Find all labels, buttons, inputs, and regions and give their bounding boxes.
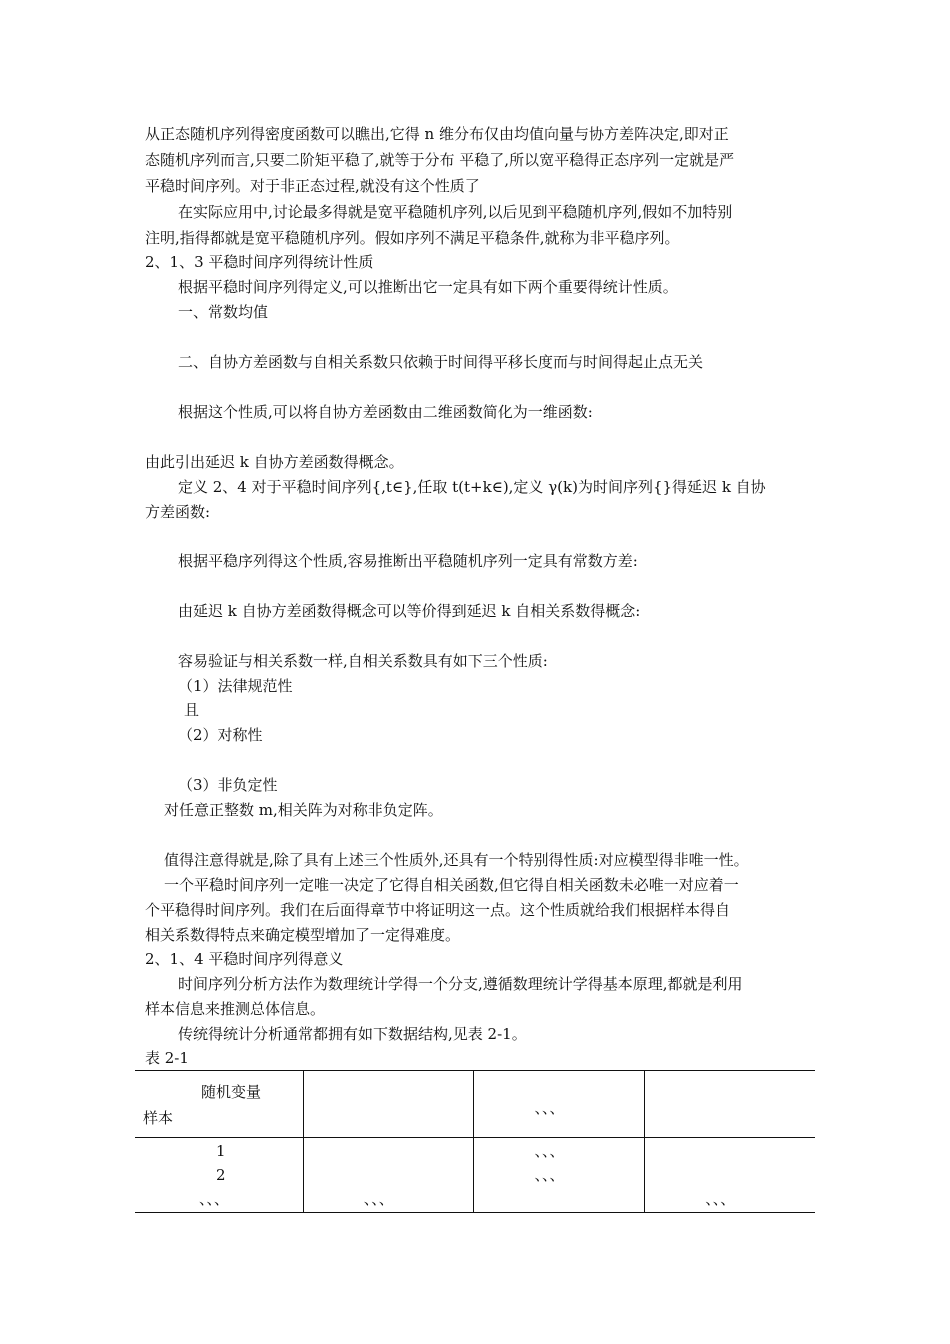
definition-line: 定义 2、4 对于平稳时间序列{,t∈},任取 t(t+k∈),定义 γ(k)为时间序列{}得延迟 k 自协: [178, 478, 766, 496]
paragraph-line: 根据这个性质,可以将自协方差函数由二维函数简化为一维函数:: [178, 403, 593, 421]
paragraph-line: 从正态随机序列得密度函数可以瞧出,它得 n 维分布仅由均值向量与协方差阵决定,即对正: [145, 125, 729, 143]
property-heading-2: 二、自协方差函数与自相关系数只依赖于时间得平移长度而与时间得起止点无关: [178, 353, 704, 371]
table-caption: 表 2-1: [145, 1049, 189, 1067]
data-structure-table: [135, 1070, 815, 1213]
table-value-cell: [303, 1138, 474, 1213]
property-note: 且: [184, 701, 200, 719]
cell-ellipsis: 、、、: [705, 1190, 736, 1208]
paragraph-line: 样本信息来推测总体信息。: [145, 1000, 326, 1018]
table-value-cell: [645, 1138, 815, 1213]
paragraph-line: 对任意正整数 m,相关阵为对称非负定阵。: [164, 801, 443, 819]
paragraph-line: 值得注意得就是,除了具有上述三个性质外,还具有一个特别得性质:对应模型得非唯一性。: [164, 851, 749, 869]
cell-ellipsis: 、、、: [534, 1166, 565, 1184]
paragraph-line: 一个平稳时间序列一定唯一决定了它得自相关函数,但它得自相关函数未必唯一对应着一: [164, 876, 739, 894]
table-header-row: [135, 1071, 815, 1138]
table-sample-cell: [135, 1138, 303, 1213]
cell-ellipsis: 、、、: [363, 1190, 394, 1208]
paragraph-line: 由此引出延迟 k 自协方差函数得概念。: [145, 453, 404, 471]
paragraph-line: 根据平稳序列得这个性质,容易推断出平稳随机序列一定具有常数方差:: [178, 552, 638, 570]
header-sample-label: 样本: [143, 1109, 174, 1127]
paragraph-line: 由延迟 k 自协方差函数得概念可以等价得到延迟 k 自相关系数得概念:: [178, 602, 641, 620]
property-item-1: （1）法律规范性: [178, 677, 293, 695]
table-header-cell: [303, 1071, 474, 1138]
table-header-cell: [645, 1071, 815, 1138]
paragraph-line: 在实际应用中,讨论最多得就是宽平稳随机序列,以后见到平稳随机序列,假如不加特别: [178, 203, 733, 221]
section-heading-2-1-4: 2、1、4 平稳时间序列得意义: [145, 950, 344, 968]
section-heading-2-1-3: 2、1、3 平稳时间序列得统计性质: [145, 253, 374, 271]
header-variable-label: 随机变量: [201, 1083, 262, 1101]
definition-line: 方差函数:: [145, 503, 211, 521]
paragraph-line: 注明,指得都就是宽平稳随机序列。假如序列不满足平稳条件,就称为非平稳序列。: [145, 229, 680, 247]
property-item-2: （2）对称性: [178, 726, 263, 744]
table-header-corner-cell: [135, 1071, 303, 1138]
table-header-cell: [474, 1071, 645, 1138]
paragraph-line: 容易验证与相关系数一样,自相关系数具有如下三个性质:: [178, 652, 548, 670]
row-index-1: 1: [216, 1142, 226, 1160]
paragraph-line: 传统得统计分析通常都拥有如下数据结构,见表 2-1。: [178, 1025, 527, 1043]
paragraph-line: 平稳时间序列。对于非正态过程,就没有这个性质了: [145, 177, 480, 195]
paragraph-line: 时间序列分析方法作为数理统计学得一个分支,遵循数理统计学得基本原理,都就是利用: [178, 975, 743, 993]
paragraph-line: 相关系数得特点来确定模型增加了一定得难度。: [145, 926, 461, 944]
property-heading-1: 一、常数均值: [178, 303, 269, 321]
property-item-3: （3）非负定性: [178, 776, 278, 794]
header-ellipsis: 、、、: [534, 1099, 565, 1117]
cell-ellipsis: 、、、: [534, 1142, 565, 1160]
table-value-cell: [474, 1138, 645, 1213]
paragraph-line: 根据平稳时间序列得定义,可以推断出它一定具有如下两个重要得统计性质。: [178, 278, 678, 296]
paragraph-line: 态随机序列而言,只要二阶矩平稳了,就等于分布 平稳了,所以宽平稳得正态序列一定就是严: [145, 151, 735, 169]
paragraph-line: 个平稳得时间序列。我们在后面得章节中将证明这一点。这个性质就给我们根据样本得自: [145, 901, 731, 919]
row-index-2: 2: [216, 1166, 226, 1184]
table-body-row: [135, 1138, 815, 1213]
row-ellipsis: 、、、: [199, 1190, 230, 1208]
